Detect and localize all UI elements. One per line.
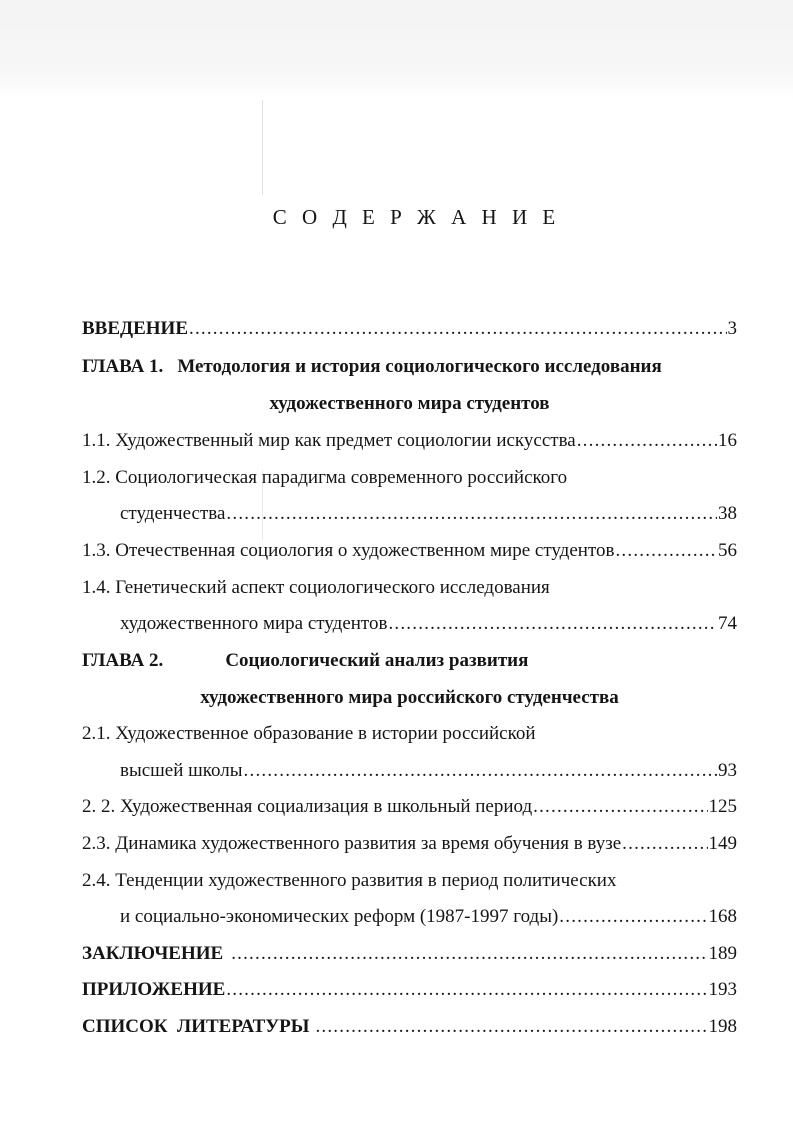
chapter-title-continuation: художественного мира российского студенчества xyxy=(200,687,619,708)
toc-label: СПИСОК ЛИТЕРАТУРЫ xyxy=(82,1016,310,1037)
toc-page-number: 56 xyxy=(718,540,737,561)
leader-dots xyxy=(533,794,707,820)
leader-dots xyxy=(189,316,727,342)
toc-entry-appendix[interactable] xyxy=(82,977,737,1003)
toc-entry-1-4-line1[interactable] xyxy=(82,575,737,601)
toc-label: 1.3. Отечественная социология о художественном мире студентов xyxy=(82,540,615,561)
toc-label: ПРИЛОЖЕНИЕ xyxy=(82,979,226,1000)
toc-page-number: 168 xyxy=(708,906,737,927)
leader-dots xyxy=(559,904,707,930)
toc-label-continuation: художественного мира студентов xyxy=(120,613,388,634)
toc-entry-1-1[interactable] xyxy=(82,428,737,454)
toc-entry-2-3[interactable] xyxy=(82,831,737,857)
toc-entry-references[interactable] xyxy=(82,1014,737,1040)
toc-entry-2-2[interactable] xyxy=(82,794,737,820)
toc-entry-2-1-line2[interactable] xyxy=(82,758,737,784)
chapter-title: Методология и история социологического исследования xyxy=(177,356,662,377)
toc-label: 2.1. Художественное образование в истории российской xyxy=(82,723,536,744)
scan-artifact xyxy=(262,100,263,195)
chapter-number: ГЛАВА 2. xyxy=(82,650,164,671)
chapter-title-continuation: художественного мира студентов xyxy=(269,393,550,414)
toc-page-number: 125 xyxy=(708,796,737,817)
leader-dots xyxy=(226,977,707,1003)
chapter-title: Социологический анализ развития xyxy=(225,650,529,671)
toc-entry-intro[interactable] xyxy=(82,316,737,342)
toc-label: ВВЕДЕНИЕ xyxy=(82,318,188,339)
toc-entry-2-1-line1[interactable] xyxy=(82,721,737,747)
toc-label-continuation: и социально-экономических реформ (1987-1997 годы) xyxy=(120,906,559,927)
toc-label-continuation: студенчества xyxy=(120,503,226,524)
toc-page-number: 193 xyxy=(708,979,737,1000)
toc-entry-1-2-line2[interactable] xyxy=(82,501,737,527)
toc-label: 2. 2. Художественная социализация в школьный период xyxy=(82,796,533,817)
toc-entry-2-4-line2[interactable] xyxy=(82,904,737,930)
toc-entry-conclusion[interactable] xyxy=(82,941,737,967)
toc-page-number: 74 xyxy=(718,613,737,634)
toc-label: 1.4. Генетический аспект социологического исследования xyxy=(82,577,550,598)
toc-chapter-2-subtitle xyxy=(82,685,737,711)
toc-page-number: 149 xyxy=(708,833,737,854)
toc-label: 1.2. Социологическая парадигма современного российского xyxy=(82,467,568,488)
toc-chapter-2-heading[interactable] xyxy=(82,648,737,674)
toc-page-number: 16 xyxy=(718,430,737,451)
toc-page-number: 3 xyxy=(727,318,737,339)
leader-dots xyxy=(231,941,707,967)
leader-dots xyxy=(622,831,707,857)
toc-label: 2.3. Динамика художественного развития за время обучения в вузе xyxy=(82,833,622,854)
toc-label: 1.1. Художественный мир как предмет социологии искусства xyxy=(82,430,576,451)
toc-label: ЗАКЛЮЧЕНИЕ xyxy=(82,943,224,964)
toc-chapter-1-subtitle xyxy=(82,391,737,417)
leader-dots xyxy=(315,1014,707,1040)
leader-dots xyxy=(577,428,717,454)
toc-label-continuation: высшей школы xyxy=(120,760,243,781)
toc-page-number: 93 xyxy=(718,760,737,781)
toc-label: 2.4. Тенденции художественного развития в период политических xyxy=(82,870,617,891)
toc-page-number: 198 xyxy=(708,1016,737,1037)
toc-entry-1-3[interactable] xyxy=(82,538,737,564)
leader-dots xyxy=(615,538,717,564)
toc-page-number: 189 xyxy=(708,943,737,964)
leader-dots xyxy=(244,758,717,784)
toc-page-number: 38 xyxy=(718,503,737,524)
chapter-number: ГЛАВА 1. xyxy=(82,356,164,377)
toc-entry-1-2-line1[interactable] xyxy=(82,465,737,491)
toc-entry-2-4-line1[interactable] xyxy=(82,868,737,894)
leader-dots xyxy=(388,611,717,637)
leader-dots xyxy=(226,501,717,527)
toc-chapter-1-heading[interactable] xyxy=(82,354,737,380)
toc-entry-1-4-line2[interactable] xyxy=(82,611,737,637)
page-title: С О Д Е Р Ж А Н И Е xyxy=(272,205,561,229)
